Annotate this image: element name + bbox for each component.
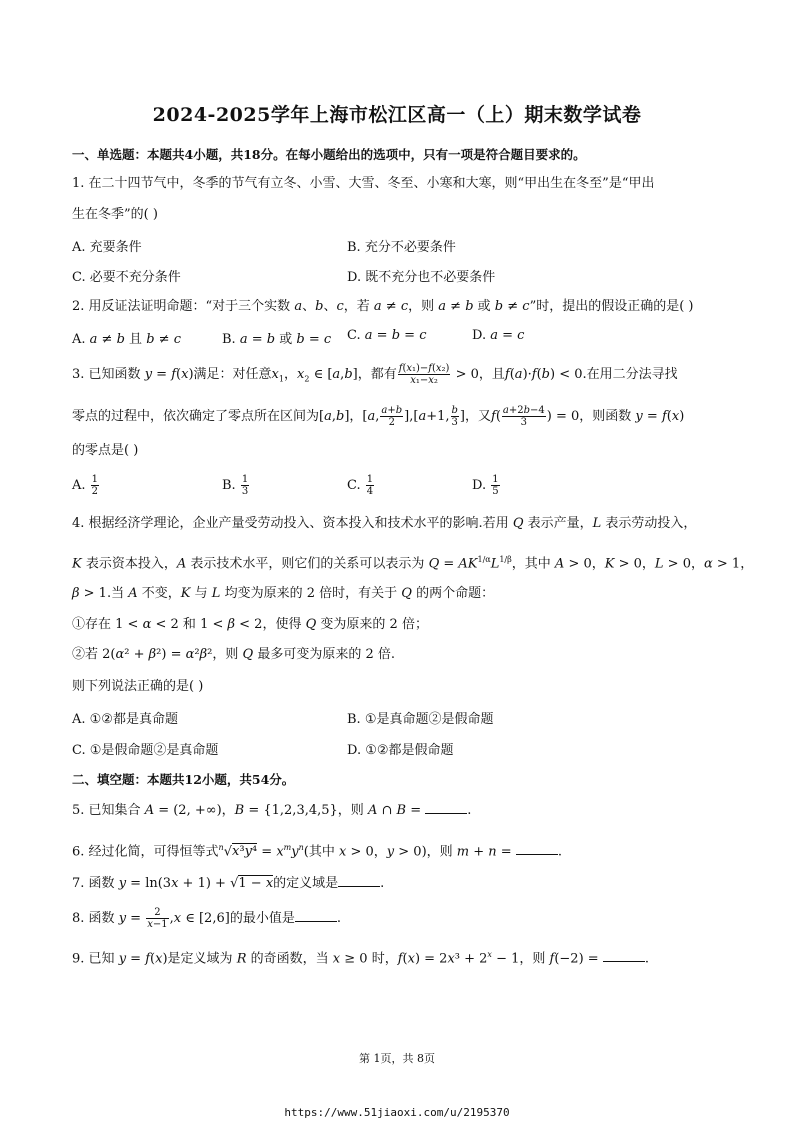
watermark-url[interactable]: https://www.51jiaoxi.com/u/2195370 [284,1106,510,1119]
page-title: 2024-2025学年上海市松江区高一（上）期末数学试卷 [152,104,642,126]
q1-option-d: D. 既不充分也不必要条件 [347,270,496,285]
fraction: $\frac{\text{f(x₁)−f(x₂)}}{\text{x₁−x₂}}$ [398,363,450,386]
question-3-line1: 3. 已知函数 y = f(x)满足：对任意$x_1$，$x_2$ ∈ [a,b]，都有 $\frac{\text{f(x₁)−f(x₂)}}{\text{x₁−x₂}}$ > 0，且f(a)·f(b) < 0.在用二分法寻找 [72,363,678,386]
q1-option-c: C. 必要不充分条件 [72,270,181,285]
question-9: 9. 已知 y = f(x)是定义域为 R 的奇函数，当 x ≥ 0 时，$f(x) = 2x^3 + 2^x - 1$，则 f(−2) = . [72,950,649,967]
q1-option-b: B. 充分不必要条件 [347,240,456,255]
question-4-claim-2: ②若 2(α² + β²) = α²β²，则 Q 最多可变为原来的 2 倍. [72,647,395,662]
question-6: 6. 经过化简，可得恒等式$^n√x^3y^4 = x^my^n$(其中 x > 0，y > 0)，则 m + n = . [72,843,562,860]
question-7: 7. 函数 y = ln(3x + 1) + √1 − x的定义域是 . [72,876,385,891]
question-1-line2: 生在冬季”的( ) [72,207,158,222]
q2-option-c: C. a = b = c [347,328,427,343]
answer-blank[interactable] [425,801,467,814]
question-4-ask: 则下列说法正确的是( ) [72,679,204,694]
question-4-line1: 4. 根据经济学理论，企业产量受劳动投入、资本投入和技术水平的影响.若用 Q 表示产量，L 表示劳动投入， [72,516,697,531]
question-2: 2. 用反证法证明命题：“对于三个实数 a、b、c，若 a ≠ c，则 a ≠ b 或 b ≠ c”时，提出的假设正确的是( ) [72,299,694,314]
q3-option-c: C. $\frac{1}{4}$ [347,474,374,497]
answer-blank[interactable] [295,909,337,922]
question-4-line3: β > 1.当 A 不变，K 与 L 均变为原来的 2 倍时，有关于 Q 的两个命题： [72,586,495,601]
q2-option-b: B. a = b 或 b = c [222,332,332,347]
answer-blank[interactable] [338,874,380,887]
question-3-line2: 零点的过程中，依次确定了零点所在区间为[a,b]，[a, $\frac{a+b}{2}$ ],[a+1, $\frac{b}{3}$ ]，又f( $\frac{a+2b-4}{3}$ ) = 0，则函数 y = f(x) [72,405,685,428]
q4-option-a: A. ①②都是真命题 [72,712,178,727]
section-heading-single-choice: 一、单选题：本题共4小题，共18分。在每小题给出的选项中，只有一项是符合题目要求的。 [72,147,586,162]
answer-blank[interactable] [603,949,645,962]
q2-option-d: D. a = c [472,328,525,343]
question-4-claim-1: ①存在 1 < α < 2 和 1 < β < 2，使得 Q 变为原来的 2 倍； [72,617,428,632]
q1-option-a: A. 充要条件 [72,240,142,255]
q3-option-a: A. $\frac{1}{2}$ [72,474,99,497]
q4-option-c: C. ①是假命题②是真命题 [72,743,219,758]
section-heading-fill-blank: 二、填空题：本题共12小题，共54分。 [72,772,295,787]
q4-option-b: B. ①是真命题②是假命题 [347,712,494,727]
answer-blank[interactable] [516,842,558,855]
question-8: 8. 函数 y = $\frac{2}{x-1}$ ,x ∈ [2,6]的最小值是 . [72,907,341,930]
q2-option-a: A. a ≠ b 且 b ≠ c [72,332,181,347]
page-number: 第 1页，共 8页 [359,1052,435,1065]
question-5: 5. 已知集合 A = (2, +∞)，B = {1,2,3,4,5}，则 A ∩ B = . [72,803,472,818]
q4-option-d: D. ①②都是假命题 [347,743,454,758]
q3-option-d: D. $\frac{1}{5}$ [472,474,499,497]
question-1-line1: 1. 在二十四节气中，冬季的节气有立冬、小雪、大雪、冬至、小寒和大寒，则“甲出生在冬至”是“甲出 [72,176,655,191]
question-4-line2: K 表示资本投入，A 表示技术水平，则它们的关系可以表示为 $Q = AK^{1/\alpha}L^{1/\beta}$，其中 A > 0，K > 0，L > 0，α > 1， [72,555,754,572]
question-3-line3: 的零点是( ) [72,443,139,458]
q3-option-b: B. $\frac{1}{3}$ [222,474,249,497]
